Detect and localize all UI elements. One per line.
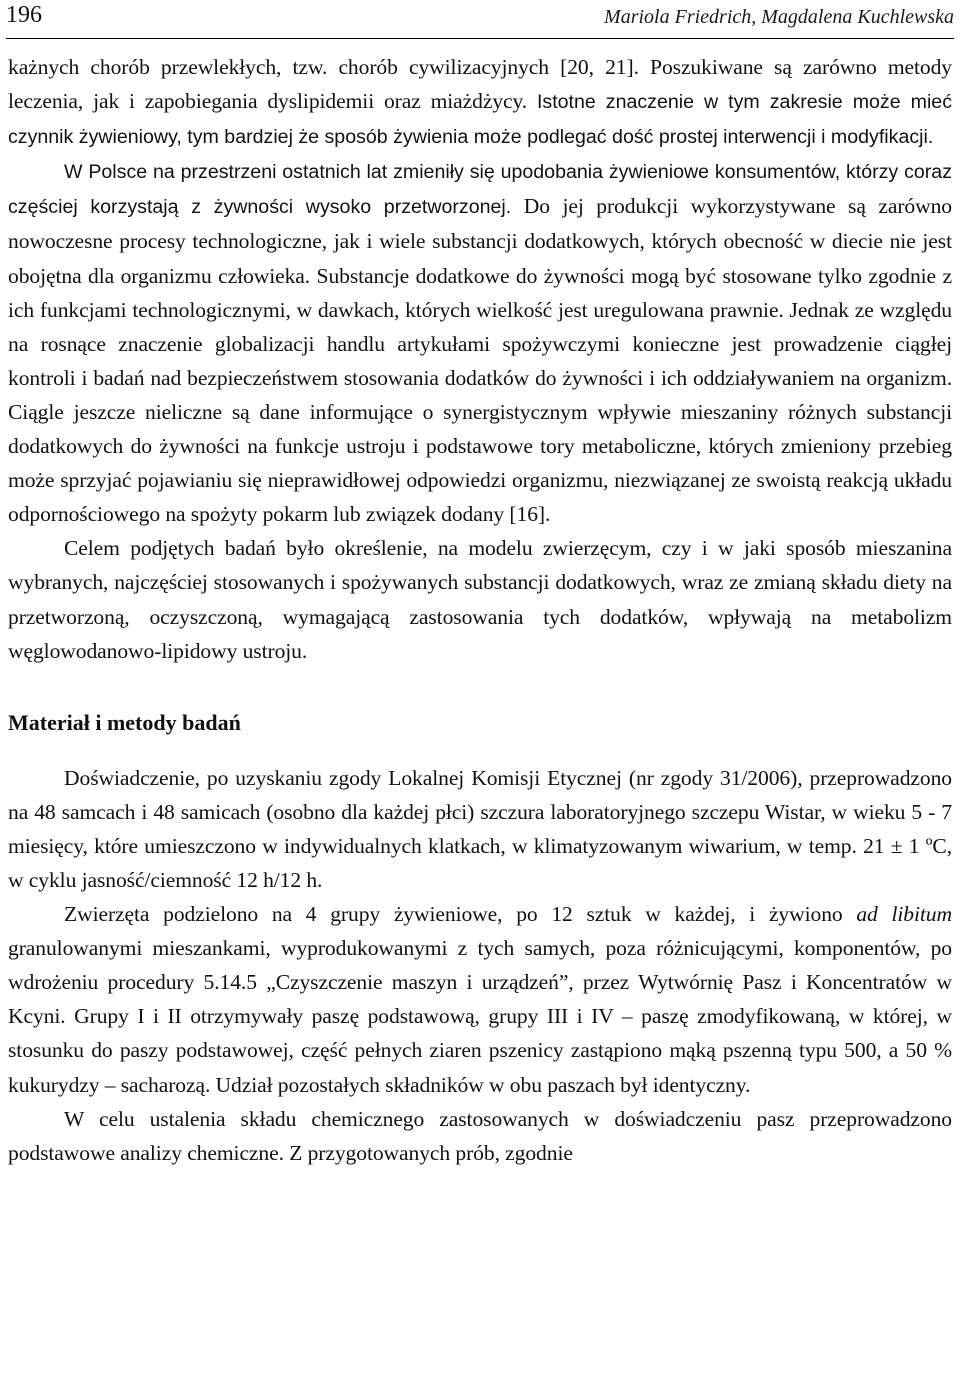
running-head-authors: Mariola Friedrich, Magdalena Kuchlewska [604, 6, 954, 28]
paragraph-2-part-a: W Polsce na przestrzeni ostatnich lat zmieniły się upodobania żywieniowe konsumentów, którzy coraz częściej korzystają z żywności wysoko przetworzonej. [8, 161, 952, 219]
paragraph-3: Celem podjętych badań było określenie, na modelu zwierzęcym, czy i w jaki sposób mieszanina wybranych, najczęściej stosowanych i spożywanych substancji dodatkowych, wraz ze zmianą składu diety na przetworzoną, oczyszczoną, wymagającą zastosowania tych dodatków, wpływają na metabolizm węglowodanowo-lipidowy ustroju. [8, 536, 952, 663]
header-rule [6, 38, 954, 39]
paragraph-1-part-a: każnych chorób przewlekłych, tzw. chorób cywilizacyjnych [20, 21]. Poszukiwane są zarówno metody leczenia, jak i zapobiegania dyslipidemii oraz miażdżycy. [8, 55, 952, 114]
paragraph-6: W celu ustalenia składu chemicznego zastosowanych w doświadczeniu pasz przeprowadzono podstawowe analizy chemiczne. Z przygotowanych prób, zgodnie [8, 1106, 952, 1165]
paragraph-2 [8, 154, 952, 531]
paragraph-1 [8, 50, 952, 154]
page-header [6, 0, 954, 38]
paragraph-2-part-b: Do jej produkcji wykorzystywane są zarówno nowoczesne procesy technologiczne, jak i wiele substancji dodatkowych, których obecność w diecie nie jest obojętna dla organizmu człowieka. Substancje dodatkowe do żywności mogą być stosowane tylko zgodnie z ich funkcjami technologicznymi, w dawkach, których wielkość jest uregulowana prawnie. Jednak ze względu na rosnące znaczenie globalizacji handlu artykułami spożywczymi konieczne jest prowadzenie ciągłej kontroli i badań nad bezpieczeństwem stosowania dodatków do żywności i ich oddziaływaniem na organizm. Ciągle jeszcze nieliczne są dane informujące o synergistycznym wpływie mieszaniny różnych substancji dodatkowych do żywności na funkcje ustroju i podstawowe tory metaboliczne, których zmieniony przebieg może sprzyjać pojawianiu się nieprawidłowej odpowiedzi organizmu, niezwiązanej ze swoistą reakcją układu odpornościowego na spożyty pokarm lub związek dodany [16]. [8, 194, 953, 527]
paragraph-5-part-b: granulowanymi mieszankami, wyprodukowanymi z tych samych, poza różnicującymi, komponentów, po wdrożeniu procedury 5.14.5 „Czyszczenie maszyn i urządzeń”, przez Wytwórnię Pasz i Koncentratów w Kcyni. Grupy I i II otrzymywały paszę podstawową, grupy III i IV – paszę zmodyfikowaną, w której, w stosunku do paszy podstawowej, część pełnych ziaren pszenicy zastąpiono mąką pszenną typu 500, a 50 % kukurydzy – sacharozą. Udział pozostałych składników w obu paszach był identyczny. [8, 936, 952, 1097]
paragraph-5 [8, 897, 952, 1102]
page-number: 196 [6, 2, 42, 28]
section-title: Materiał i metody badań [8, 709, 241, 735]
paragraph-5-part-a: Zwierzęta podzielono na 4 grupy żywieniowe, po 12 sztuk w każdej, i żywiono [64, 902, 857, 927]
paragraph-1-part-b: Istotne znaczenie w tym zakresie może mieć czynnik żywieniowy, tym bardziej że sposób żywienia może podlegać dość prostej interwencji i modyfikacji. [8, 91, 952, 149]
page-body [8, 50, 952, 1170]
paragraph-5-italic: ad libitum [856, 902, 952, 927]
paragraph-4: Doświadczenie, po uzyskaniu zgody Lokalnej Komisji Etycznej (nr zgody 31/2006), przeprowadzono na 48 samcach i 48 samicach (osobno dla każdej płci) szczura laboratoryjnego szczepu Wistar, w wieku 5 - 7 miesięcy, które umieszczono w indywidualnych klatkach, w klimatyzowanym wiwarium, w temp. 21 ± 1 ºC, w cyklu jasność/ciemność 12 h/12 h. [8, 765, 952, 892]
